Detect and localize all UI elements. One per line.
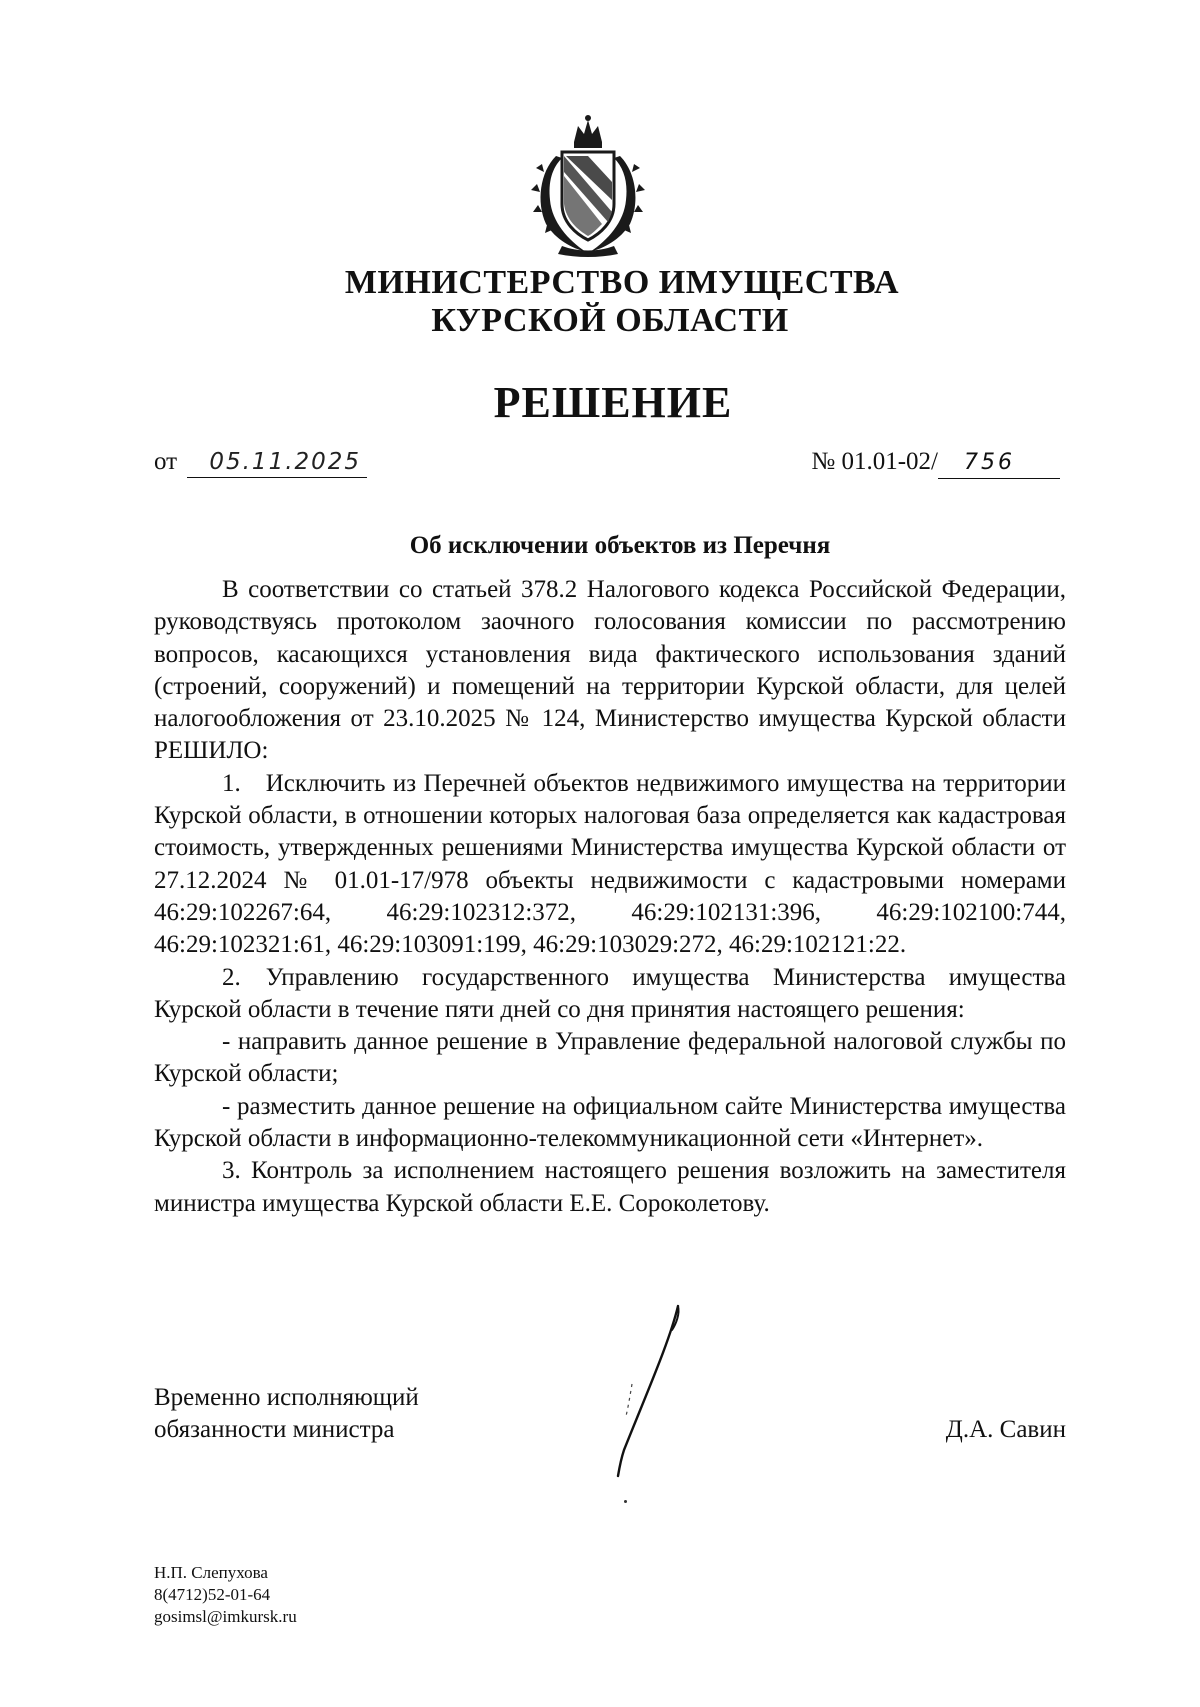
body-item-2: 2. Управлению государственного имущества Министерства имущества Курской области в течение пяти дней со дня принятия настоящего решения: [154, 963, 1066, 1023]
coat-of-arms-icon [522, 112, 654, 258]
date-prefix: от [154, 448, 178, 475]
body-item-3: 3. Контроль за исполнением настоящего решения возложить на заместителя министра имущества Курской области Е.Е. Сороколетову. [154, 1157, 1066, 1217]
ministry-name-line2: КУРСКОЙ ОБЛАСТИ [431, 302, 789, 339]
body-item-2-dash-2: - разместить данное решение на официальном сайте Министерства имущества Курской области в информационно-телекоммуникационной сети «Интернет». [154, 1092, 1066, 1153]
number-prefix: № 01.01-02/ [811, 448, 938, 475]
body-item-2-dash-1: - направить данное решение в Управление федеральной налоговой службы по Курской области; [154, 1028, 1066, 1088]
date-value: 05.11.2025 [187, 447, 367, 478]
document-subject: Об исключении объектов из Перечня [409, 532, 831, 559]
signatory-name: Д.А. Савин [945, 1416, 1066, 1443]
footer-phone: 8(4712)52-01-64 [154, 1585, 271, 1604]
document-number [811, 446, 1060, 479]
ministry-name-line1: МИНИСТЕРСТВО ИМУЩЕСТВА [344, 264, 900, 301]
signatory-position [154, 1382, 419, 1446]
body-item-1: 1. Исключить из Перечней объектов недвижимого имущества на территории Курской области, в отношении которых налоговая база определяется как кадастровая стоимость, утвержденных решениями Министерства имущества Курской области от 27.12.2024 № 01.01-17/978 объекты недвижимости с кадастровыми номерами 46:29:102267:64, 46:29:102312:372, 46:29:102131:396, 46:29:102100:744, 46:29:102321:61, 46:29:103091:199, 46:29:103029:272, 46:29:102121:22. [154, 769, 1066, 959]
footer-contact-name: Н.П. Слепухова [154, 1563, 268, 1582]
document-title: РЕШЕНИЕ [493, 378, 733, 427]
footer-contact [154, 1562, 297, 1628]
document-date [154, 446, 367, 478]
body-intro-paragraph: В соответствии со статьей 378.2 Налогового кодекса Российской Федерации, руководствуясь протоколом заочного голосования комиссии по рассмотрению вопросов, касающихся установления вида фактического использования зданий (строений, сооружений) и помещений на территории Курской области, для целей налогообложения от 23.10.2025 № 124, Министерство имущества Курской области РЕШИЛО: [154, 576, 1066, 765]
handwritten-signature [600, 1300, 700, 1480]
signatory-position-line1: Временно исполняющий [154, 1384, 419, 1411]
document-body [154, 574, 1066, 1220]
scan-speck [624, 1500, 627, 1503]
footer-email: gosimsl@imkursk.ru [154, 1607, 297, 1626]
signatory-position-line2: обязанности министра [154, 1416, 395, 1443]
number-value: 756 [938, 448, 1060, 479]
